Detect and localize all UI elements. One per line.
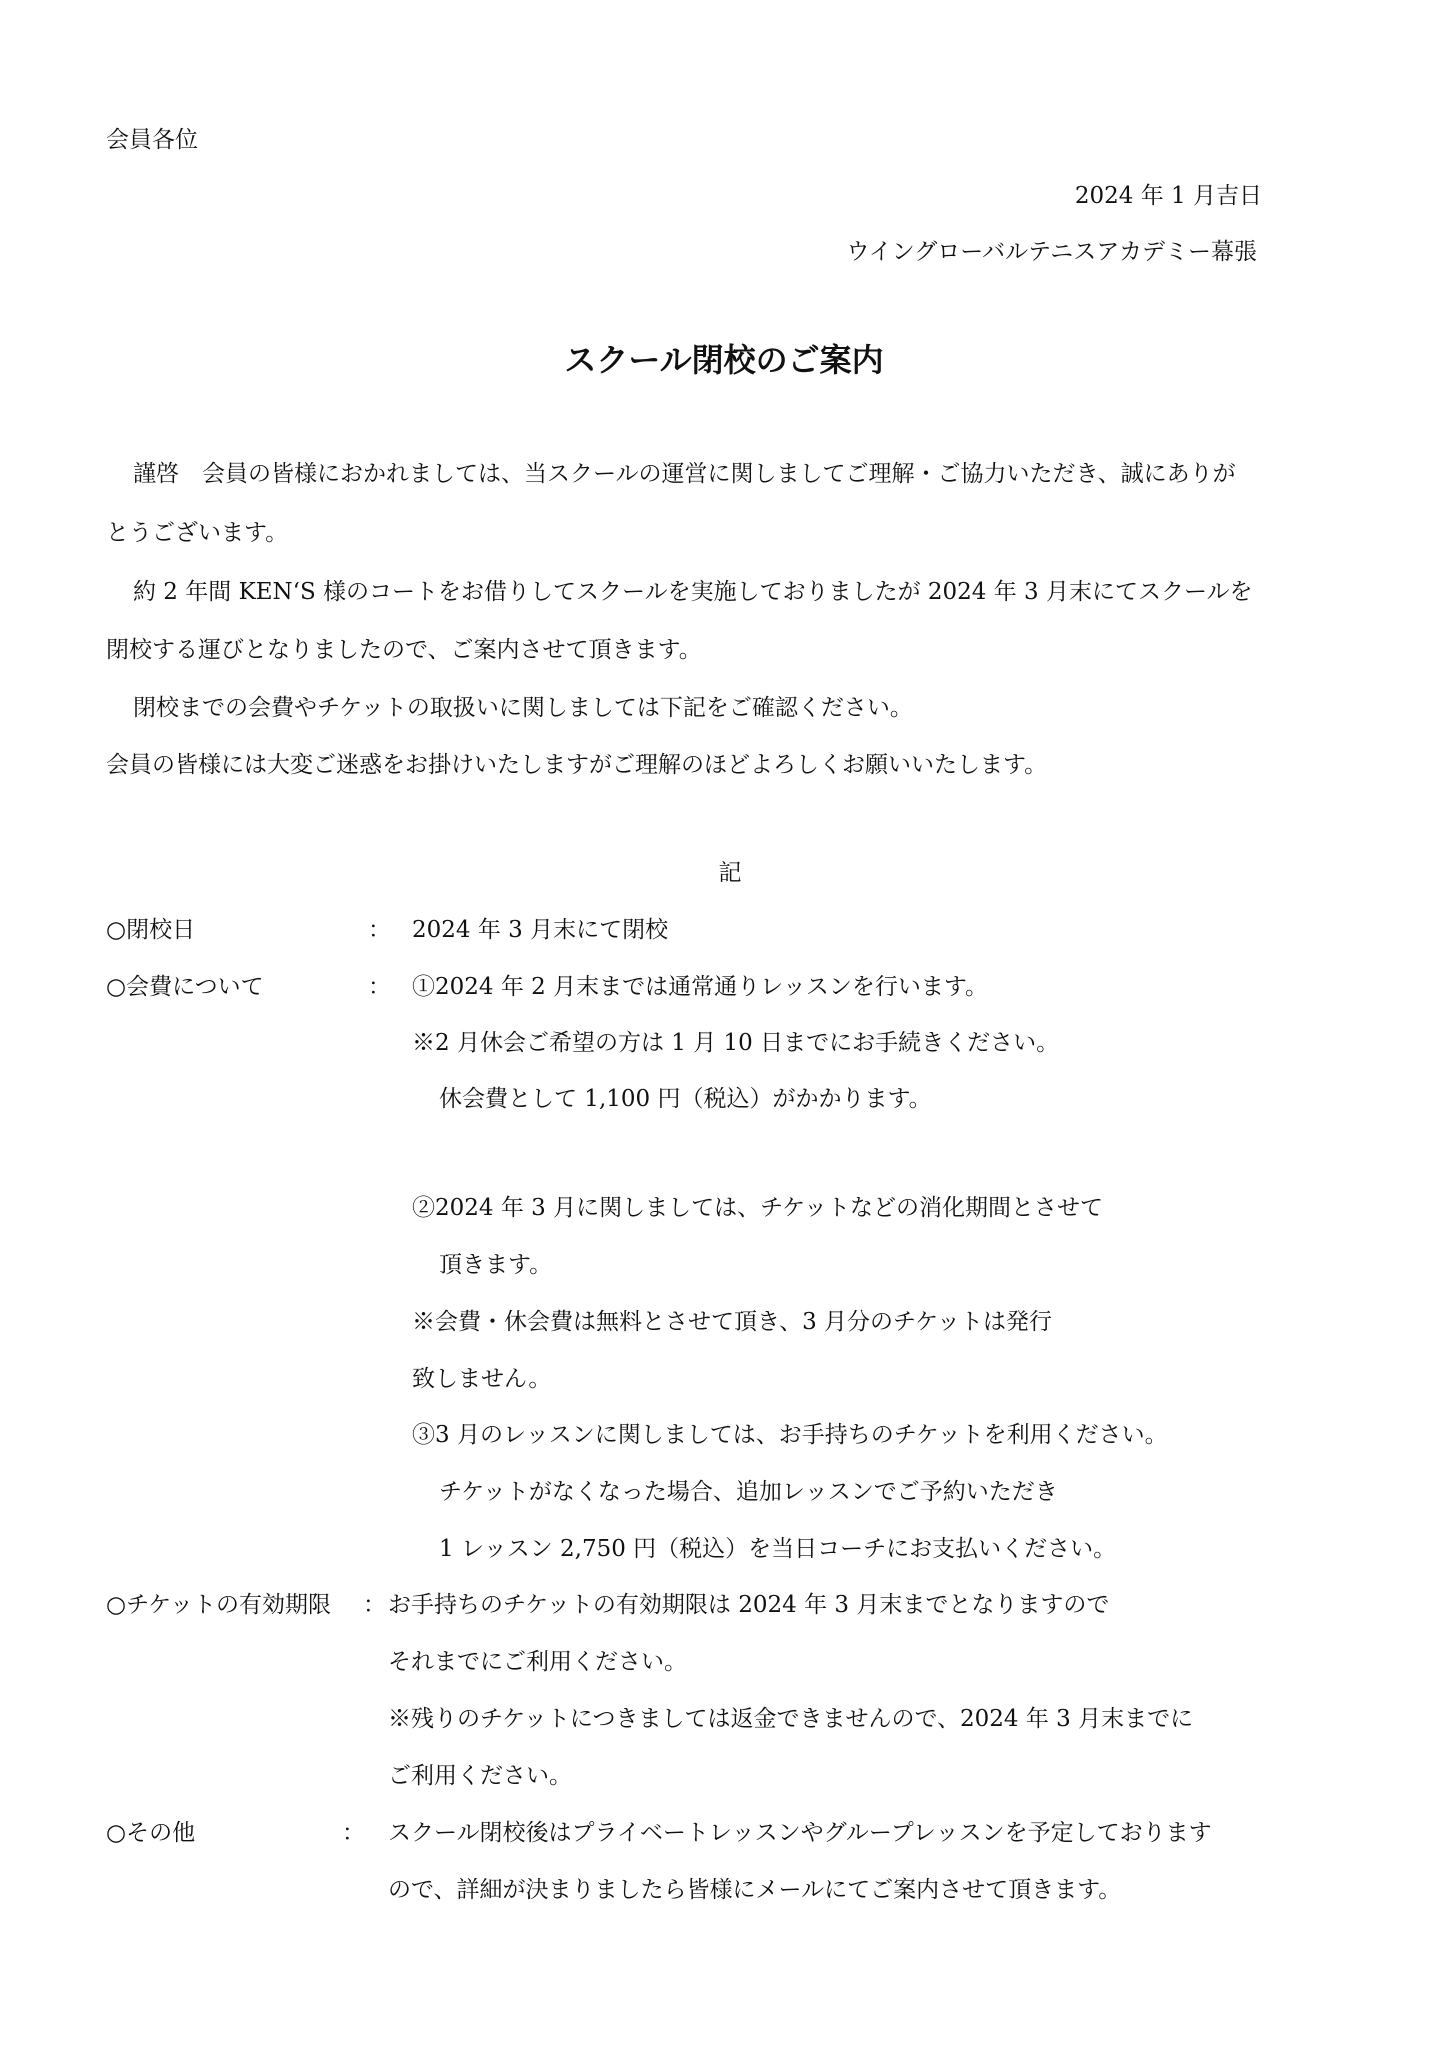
fees-line: ②2024 年 3 月に関しましては、チケットなどの消化期間とさせて [412, 1195, 1104, 1221]
document-date: 2024 年 1 月吉日 [1074, 183, 1262, 209]
item-text-closing: 2024 年 3 月末にて閉校 [412, 917, 669, 943]
fees-line: チケットがなくなった場合、追加レッスンでご予約いただき [439, 1479, 1058, 1505]
item-label-closing: ○閉校日 [106, 917, 196, 943]
body-line: 約 2 年間 KEN‘S 様のコートをお借りしてスクールを実施しておりましたが 2024 年 3 月末にてスクールを [133, 579, 1253, 605]
ticket-line: ご利用ください。 [388, 1763, 572, 1789]
fees-line: ※2 月休会ご希望の方は 1 月 10 日までにお手続きください。 [412, 1030, 1060, 1056]
item-label-fees: ○会費について [106, 974, 264, 1000]
fees-line: 致しません。 [412, 1366, 552, 1392]
fees-line: ①2024 年 2 月末までは通常通りレッスンを行います。 [412, 974, 989, 1000]
body-line: とうございます。 [106, 520, 289, 546]
ticket-line: お手持ちのチケットの有効期限は 2024 年 3 月末までとなりますので [388, 1592, 1110, 1618]
ticket-line: ※残りのチケットにつきましては返金できませんので、2024 年 3 月末までに [388, 1706, 1194, 1732]
recipient: 会員各位 [106, 127, 198, 153]
ticket-line: それまでにご利用ください。 [388, 1649, 687, 1675]
body-line: 閉校までの会費やチケットの取扱いに関しましては下記をご確認ください。 [133, 695, 913, 721]
item-label-other: ○その他 [106, 1820, 196, 1846]
fees-line: ※会費・休会費は無料とさせて頂き、3 月分のチケットは発行 [412, 1309, 1052, 1335]
other-line: スクール閉校後はプライベートレッスンやグループレッスンを予定しております [388, 1820, 1212, 1846]
sender-name: ウイングローバルテニスアカデミー幕張 [846, 239, 1257, 265]
other-line: ので、詳細が決まりましたら皆様にメールにてご案内させて頂きます。 [388, 1877, 1122, 1903]
fees-line: 1 レッスン 2,750 円（税込）を当日コーチにお支払いください。 [439, 1536, 1117, 1562]
body-line: 謹啓 会員の皆様におかれましては、当スクールの運営に関しましてご理解・ご協力いただき、誠にありが [133, 461, 1236, 487]
item-colon: ： [363, 1592, 386, 1618]
item-colon: ： [368, 974, 391, 1000]
page-title: スクール閉校のご案内 [564, 341, 884, 379]
item-colon: ： [368, 917, 391, 943]
item-colon: ： [342, 1820, 365, 1846]
fees-line: 休会費として 1,100 円（税込）がかかります。 [439, 1086, 932, 1112]
ki-heading: 記 [718, 860, 742, 886]
fees-line: ③3 月のレッスンに関しましては、お手持ちのチケットを利用ください。 [412, 1422, 1168, 1448]
body-line: 閉校する運びとなりましたので、ご案内させて頂きます。 [106, 637, 702, 663]
body-line: 会員の皆様には大変ご迷惑をお掛けいたしますがご理解のほどよろしくお願いいたします。 [106, 752, 1048, 778]
item-label-ticket: ○チケットの有効期限 [106, 1592, 331, 1618]
fees-line: 頂きます。 [439, 1252, 553, 1278]
